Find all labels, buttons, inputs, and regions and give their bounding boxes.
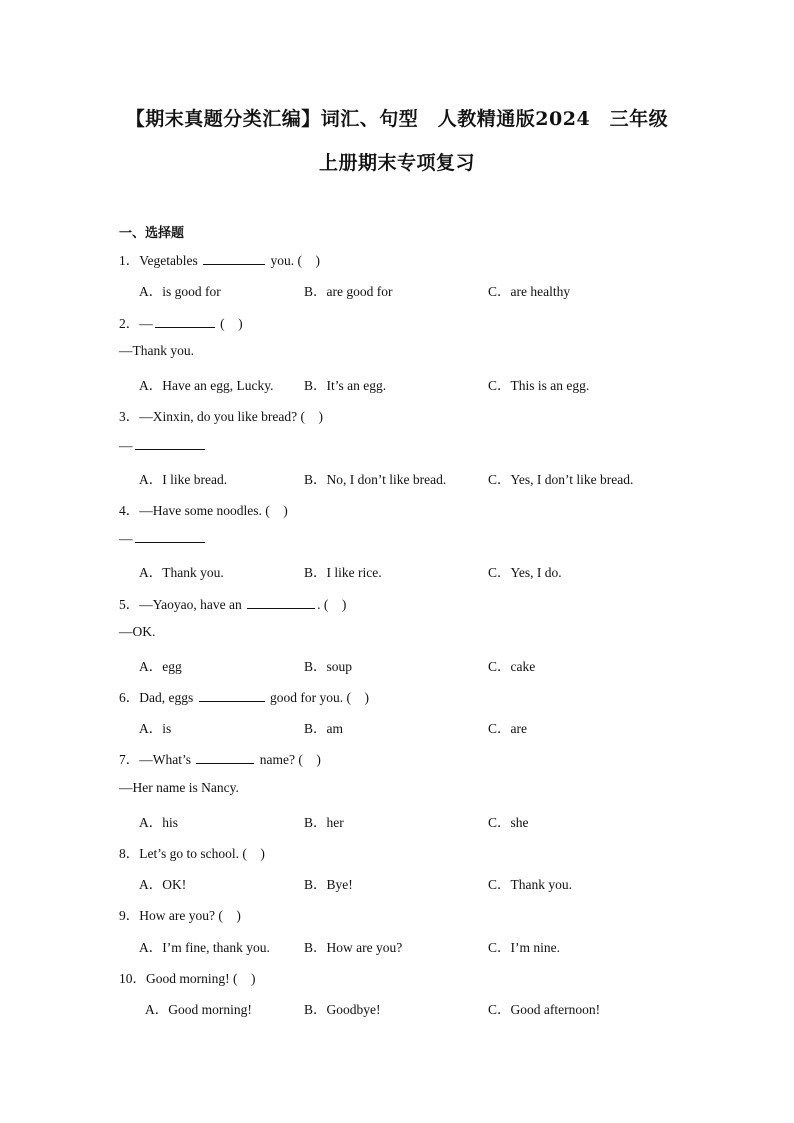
question-4-option-a[interactable]: A．Thank you.: [139, 565, 224, 580]
question-9-stem: 9．How are you? ( ): [119, 908, 241, 923]
answer-blank: [196, 751, 254, 764]
question-9-option-a[interactable]: A．I’m fine, thank you.: [139, 940, 270, 955]
question-4-stem: 4．—Have some noodles. ( ): [119, 503, 288, 518]
question-5-option-c[interactable]: C．cake: [488, 659, 536, 674]
answer-blank: [199, 689, 265, 702]
question-3-option-a[interactable]: A．I like bread.: [139, 472, 228, 487]
answer-blank: [203, 252, 265, 265]
question-10-option-c[interactable]: C．Good afternoon!: [488, 1002, 601, 1017]
question-2-option-c[interactable]: C．This is an egg.: [488, 378, 590, 393]
question-4-response: —: [119, 530, 207, 547]
question-2-option-b[interactable]: B．It’s an egg.: [304, 378, 387, 393]
question-4-option-b[interactable]: B．I like rice.: [304, 565, 382, 580]
question-9-option-b[interactable]: B．How are you?: [304, 940, 403, 955]
question-1-option-a[interactable]: A．is good for: [139, 284, 221, 299]
question-8-option-a[interactable]: A．OK!: [139, 877, 187, 892]
question-6-option-c[interactable]: C．are: [488, 721, 527, 736]
answer-blank: [155, 315, 215, 328]
page-title: 【期末真题分类汇编】词汇、句型 人教精通版2024 三年级: [125, 108, 669, 130]
question-3-stem: 3．—Xinxin, do you like bread? ( ): [119, 409, 323, 424]
question-6-option-a[interactable]: A．is: [139, 721, 172, 736]
question-4-option-c[interactable]: C．Yes, I do.: [488, 565, 562, 580]
question-10-option-a[interactable]: A．Good morning!: [145, 1002, 252, 1017]
question-5-option-a[interactable]: A．egg: [139, 659, 182, 674]
question-9-option-c[interactable]: C．I’m nine.: [488, 940, 560, 955]
section-heading: 一、选择题: [119, 226, 185, 241]
question-8-stem: 8．Let’s go to school. ( ): [119, 846, 265, 861]
question-2-option-a[interactable]: A．Have an egg, Lucky.: [139, 378, 274, 393]
question-2-response: —Thank you.: [119, 343, 194, 358]
question-7-option-c[interactable]: C．she: [488, 815, 529, 830]
question-7-response: —Her name is Nancy.: [119, 780, 239, 795]
question-5-option-b[interactable]: B．soup: [304, 659, 353, 674]
answer-blank: [247, 596, 315, 609]
question-10-stem: 10．Good morning! ( ): [119, 971, 256, 986]
question-8-option-c[interactable]: C．Thank you.: [488, 877, 572, 892]
question-7-stem: 7．—What’s name? ( ): [119, 752, 321, 767]
page-subtitle: 上册期末专项复习: [318, 152, 475, 174]
question-7-option-b[interactable]: B．her: [304, 815, 344, 830]
question-2-stem: 2．— ( ): [119, 316, 243, 331]
question-5-stem: 5．—Yaoyao, have an . ( ): [119, 597, 347, 612]
question-1-option-b[interactable]: B．are good for: [304, 284, 393, 299]
answer-blank: [135, 530, 205, 543]
question-1-option-c[interactable]: C．are healthy: [488, 284, 571, 299]
question-7-option-a[interactable]: A．his: [139, 815, 179, 830]
question-6-stem: 6．Dad, eggs good for you. ( ): [119, 690, 369, 705]
question-5-response: —OK.: [119, 624, 156, 639]
question-3-option-b[interactable]: B．No, I don’t like bread.: [304, 472, 447, 487]
question-1-stem: 1．Vegetables you. ( ): [119, 253, 320, 268]
question-8-option-b[interactable]: B．Bye!: [304, 877, 353, 892]
question-3-option-c[interactable]: C．Yes, I don’t like bread.: [488, 472, 634, 487]
question-6-option-b[interactable]: B．am: [304, 721, 343, 736]
question-3-response: —: [119, 437, 207, 454]
answer-blank: [135, 437, 205, 450]
question-10-option-b[interactable]: B．Goodbye!: [304, 1002, 381, 1017]
